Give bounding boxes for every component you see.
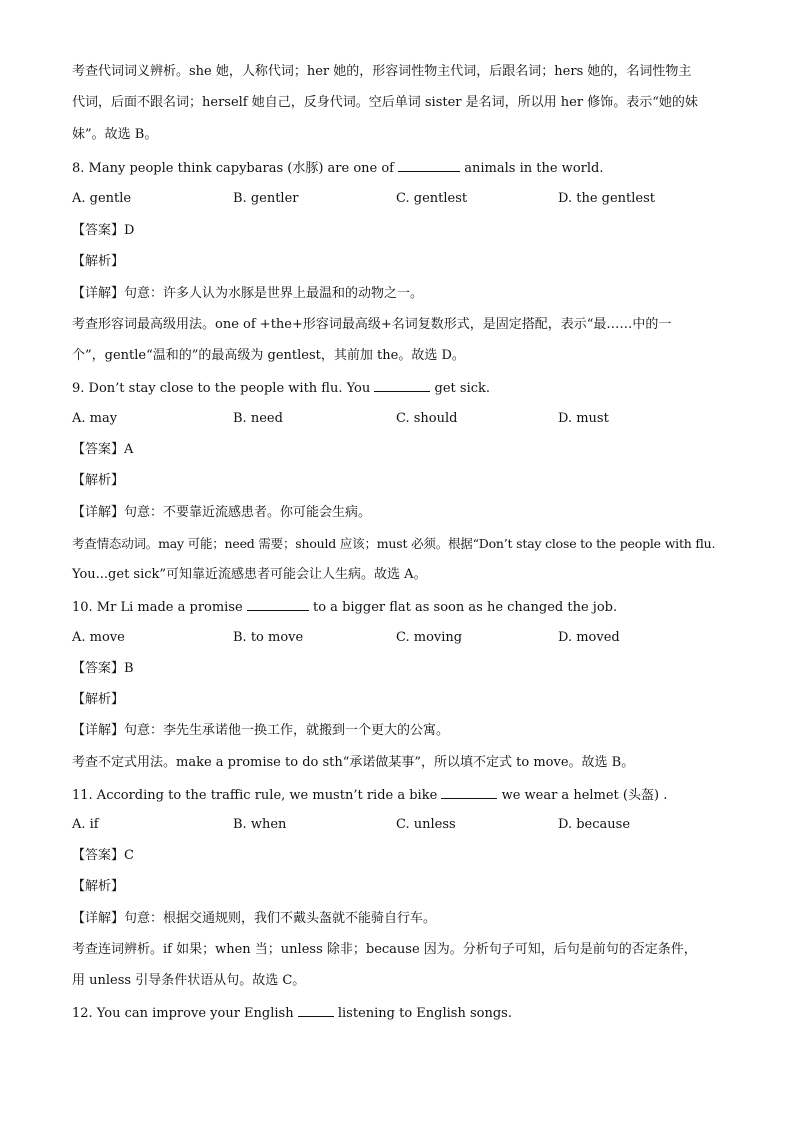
answer-line: 【答案】A [72,442,134,457]
detail-line: 【详解】句意：不要靠近流感患者。你可能会生病。 [72,505,372,520]
option-d: D. must [558,411,609,426]
explanation-line: 考查形容词最高级用法。one of +the+形容词最高级+名词复数形式，是固定搭配，表示“最……中的一 [72,317,672,332]
explanation-line: 考查代词词义辨析。she 她，人称代词；her 她的，形容词性物主代词，后跟名词；hers 她的，名词性物主 [72,64,692,79]
option-c: C. gentlest [396,191,468,206]
question-9-stem: 9. Don’t stay close to the people with flu. You get sick. [72,381,491,396]
analysis-label: 【解析】 [72,473,125,488]
answer-line: 【答案】B [72,661,134,676]
answer-line: 【答案】C [72,848,134,863]
question-11-stem: 11. According to the traffic rule, we mustn’t ride a bike we wear a helmet (头盔) . [72,788,668,803]
option-d: D. because [558,817,631,832]
answer-blank [374,379,430,392]
option-c: C. moving [396,630,463,645]
option-b: B. need [233,411,283,426]
answer-blank [247,598,309,611]
option-c: C. unless [396,817,456,832]
question-10-stem: 10. Mr Li made a promise to a bigger flat as soon as he changed the job. [72,600,618,615]
explanation-line: 用 unless 引导条件状语从句。故选 C。 [72,973,306,988]
answer-blank [298,1004,334,1017]
option-a: A. move [72,630,125,645]
explanation-line: 考查连词辨析。if 如果；when 当；unless 除非；because 因为。分析句子可知，后句是前句的否定条件， [72,942,697,957]
explanation-line: 考查情态动词。may 可能；need 需要；should 应该；must 必须。根据“Don’t stay close to the people with flu. [72,536,716,551]
option-a: A. if [72,817,99,832]
option-a: A. gentle [72,191,132,206]
explanation-line: 代词，后面不跟名词；herself 她自己，反身代词。空后单词 sister 是名词，所以用 her 修饰。表示“她的妹 [72,95,698,110]
option-d: D. moved [558,630,620,645]
question-11-options [72,817,724,833]
question-9-options [72,411,724,427]
option-d: D. the gentlest [558,191,656,206]
answer-line: 【答案】D [72,223,135,238]
explanation-line: 考查不定式用法。make a promise to do sth“承诺做某事”，所以填不定式 to move。故选 B。 [72,755,635,770]
explanation-line: You...get sick”可知靠近流感患者可能会让人生病。故选 A。 [72,567,427,582]
question-8-options [72,191,724,207]
answer-blank [441,786,497,799]
option-b: B. to move [233,630,304,645]
analysis-label: 【解析】 [72,879,125,894]
detail-line: 【详解】句意：根据交通规则，我们不戴头盔就不能骑自行车。 [72,911,437,926]
option-b: B. when [233,817,287,832]
detail-line: 【详解】句意：李先生承诺他一换工作，就搬到一个更大的公寓。 [72,723,450,738]
option-c: C. should [396,411,458,426]
answer-blank [398,159,460,172]
analysis-label: 【解析】 [72,254,125,269]
question-8-stem: 8. Many people think capybaras (水豚) are one of animals in the world. [72,161,604,176]
explanation-line: 个”，gentle“温和的”的最高级为 gentlest，其前加 the。故选 D。 [72,348,465,363]
analysis-label: 【解析】 [72,692,125,707]
option-b: B. gentler [233,191,299,206]
detail-line: 【详解】句意：许多人认为水豚是世界上最温和的动物之一。 [72,286,424,301]
explanation-line: 妹”。故选 B。 [72,127,158,142]
option-a: A. may [72,411,118,426]
question-12-stem: 12. You can improve your English listening to English songs. [72,1006,512,1021]
question-10-options [72,630,724,646]
